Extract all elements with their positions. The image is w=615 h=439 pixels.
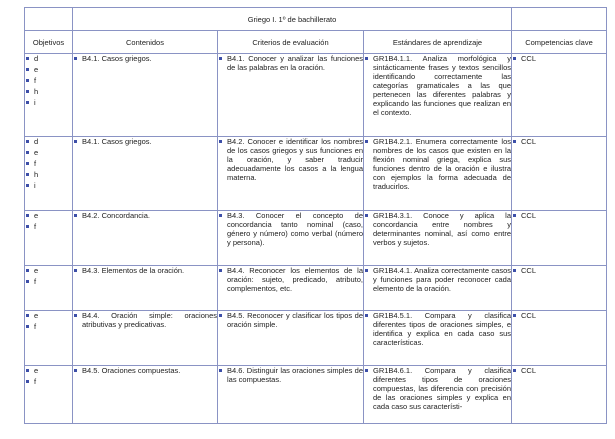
- header-criterios: Criterios de evaluación: [218, 31, 364, 54]
- objetivos-cell: [25, 311, 73, 366]
- bullet-icon: [365, 57, 368, 60]
- bullet-icon: [365, 214, 368, 217]
- bullet-icon: [74, 140, 77, 143]
- bullet-icon: [26, 214, 29, 217]
- contenido-cell: [73, 54, 218, 137]
- criterio-text: B4.6. Distinguir las oraciones simples de las compuestas.: [227, 366, 363, 384]
- criterio-text: B4.3. Conocer el concepto de concordancia tanto nominal (caso, género y número) como verbal (número y persona).: [227, 211, 363, 247]
- contenido-text: B4.2. Concordancia.: [82, 211, 150, 220]
- contenido-text: B4.3. Elementos de la oración.: [82, 266, 185, 275]
- estandar-text: GR1B4.2.1. Enumera correctamente los nombres de los casos que existen en la flexión nominal griega, explica sus funciones dentro de la oración e ilustra con ejemplos la forma adecuada de traducirlos.: [373, 137, 511, 191]
- objetivo-item: e: [34, 366, 39, 375]
- competencia-cell: [512, 54, 607, 137]
- bullet-icon: [26, 380, 29, 383]
- competencia-cell: [512, 266, 607, 311]
- contenido-cell: [73, 211, 218, 266]
- bullet-icon: [365, 269, 368, 272]
- competencia-cell: [512, 311, 607, 366]
- bullet-icon: [74, 57, 77, 60]
- competencia-cell: [512, 366, 607, 424]
- estandar-cell: [364, 366, 512, 424]
- objetivo-item: e: [34, 65, 39, 74]
- bullet-icon: [26, 101, 29, 104]
- estandar-cell: [364, 211, 512, 266]
- bullet-icon: [513, 269, 516, 272]
- bullet-icon: [219, 57, 222, 60]
- table-title: Griego I. 1º de bachillerato: [73, 8, 512, 31]
- objetivos-cell: [25, 54, 73, 137]
- estandar-text: GR1B4.4.1. Analiza correctamente casos y funciones para poder reconocer cada elemento de la oración.: [373, 266, 511, 293]
- objetivo-item: f: [34, 222, 37, 231]
- competencia-cell: [512, 211, 607, 266]
- bullet-icon: [365, 314, 368, 317]
- table-row: [25, 137, 607, 211]
- bullet-icon: [74, 269, 77, 272]
- title-blank-cell: [25, 8, 73, 31]
- objetivo-item: f: [34, 277, 37, 286]
- criterio-cell: [218, 211, 364, 266]
- bullet-icon: [74, 214, 77, 217]
- criterio-cell: [218, 266, 364, 311]
- objetivo-item: h: [34, 170, 39, 179]
- contenido-cell: [73, 266, 218, 311]
- objetivo-item: f: [34, 322, 37, 331]
- objetivo-item: d: [34, 137, 39, 146]
- bullet-icon: [219, 140, 222, 143]
- bullet-icon: [26, 140, 29, 143]
- bullet-icon: [26, 225, 29, 228]
- bullet-icon: [513, 140, 516, 143]
- objetivo-item: e: [34, 266, 39, 275]
- criterio-text: B4.5. Reconocer y clasificar los tipos de oración simple.: [227, 311, 363, 329]
- criterio-text: B4.2. Conocer e identificar los nombres de los casos griegos y sus funciones en la oración, y saber traducir adecuadamente los casos a la lengua materna.: [227, 137, 363, 182]
- header-competencias: Competencias clave: [512, 31, 607, 54]
- contenido-cell: [73, 311, 218, 366]
- bullet-icon: [26, 325, 29, 328]
- bullet-icon: [513, 369, 516, 372]
- objetivo-item: f: [34, 159, 37, 168]
- table-row: [25, 54, 607, 137]
- curriculum-table: [24, 7, 607, 424]
- criterio-cell: [218, 137, 364, 211]
- contenido-cell: [73, 137, 218, 211]
- bullet-icon: [26, 314, 29, 317]
- table-row: [25, 366, 607, 424]
- estandar-cell: [364, 54, 512, 137]
- estandar-cell: [364, 266, 512, 311]
- objetivo-item: h: [34, 87, 39, 96]
- bullet-icon: [219, 314, 222, 317]
- criterio-cell: [218, 54, 364, 137]
- contenido-text: B4.5. Oraciones compuestas.: [82, 366, 181, 375]
- bullet-icon: [219, 369, 222, 372]
- bullet-icon: [26, 184, 29, 187]
- objetivo-item: e: [34, 148, 39, 157]
- bullet-icon: [26, 79, 29, 82]
- competencia-text: CCL: [521, 366, 537, 375]
- bullet-icon: [74, 314, 77, 317]
- objetivos-cell: [25, 211, 73, 266]
- objetivo-item: f: [34, 76, 37, 85]
- objetivo-item: d: [34, 54, 39, 63]
- contenido-text: B4.4. Oración simple: oraciones atributivas y predicativas.: [82, 311, 217, 329]
- bullet-icon: [26, 162, 29, 165]
- contenido-text: B4.1. Casos griegos.: [82, 54, 152, 63]
- estandar-text: GR1B4.1.1. Analiza morfológica y sintácticamente frases y textos sencillos identificando correctamente las categorías gramaticales a las que pertenecen las diferentes palabras y explicando las funciones que realizan en el contexto.: [373, 54, 511, 117]
- objetivo-item: e: [34, 311, 39, 320]
- bullet-icon: [26, 173, 29, 176]
- bullet-icon: [26, 68, 29, 71]
- bullet-icon: [26, 369, 29, 372]
- bullet-icon: [513, 314, 516, 317]
- objetivo-item: i: [34, 98, 36, 107]
- bullet-icon: [513, 57, 516, 60]
- estandar-text: GR1B4.5.1. Compara y clasifica diferentes tipos de oraciones simples, e identifica y explica en cada caso sus características.: [373, 311, 511, 347]
- bullet-icon: [219, 269, 222, 272]
- bullet-icon: [26, 269, 29, 272]
- bullet-icon: [513, 214, 516, 217]
- header-estandares: Estándares de aprendizaje: [364, 31, 512, 54]
- table-row: [25, 311, 607, 366]
- estandar-cell: [364, 137, 512, 211]
- competencia-text: CCL: [521, 54, 537, 63]
- objetivo-item: e: [34, 211, 39, 220]
- estandar-text: GR1B4.6.1. Compara y clasifica diferentes tipos de oraciones compuestas, las diferencia con precisión de las oraciones simples y explica en cada caso sus característi-: [373, 366, 511, 411]
- competencia-text: CCL: [521, 137, 537, 146]
- bullet-icon: [219, 214, 222, 217]
- estandar-text: GR1B4.3.1. Conoce y aplica la concordancia entre nombres y determinantes nominal, así como entre verbos y sujetos.: [373, 211, 511, 247]
- bullet-icon: [26, 151, 29, 154]
- bullet-icon: [26, 90, 29, 93]
- estandar-cell: [364, 311, 512, 366]
- objetivos-cell: [25, 266, 73, 311]
- competencia-text: CCL: [521, 211, 537, 220]
- bullet-icon: [74, 369, 77, 372]
- criterio-text: B4.1. Conocer y analizar las funciones de las palabras en la oración.: [227, 54, 363, 72]
- objetivo-item: f: [34, 377, 37, 386]
- header-contenidos: Contenidos: [73, 31, 218, 54]
- bullet-icon: [26, 280, 29, 283]
- table-row: [25, 211, 607, 266]
- contenido-cell: [73, 366, 218, 424]
- objetivos-cell: [25, 137, 73, 211]
- bullet-icon: [26, 57, 29, 60]
- competencia-text: CCL: [521, 311, 537, 320]
- criterio-cell: [218, 311, 364, 366]
- bullet-icon: [365, 140, 368, 143]
- header-objetivos: Objetivos: [25, 31, 73, 54]
- criterio-text: B4.4. Reconocer los elementos de la oración: sujeto, predicado, atributo, complementos, etc.: [227, 266, 363, 293]
- table-row: [25, 266, 607, 311]
- criterio-cell: [218, 366, 364, 424]
- title-blank-cell: [512, 8, 607, 31]
- objetivo-item: i: [34, 181, 36, 190]
- competencia-cell: [512, 137, 607, 211]
- bullet-icon: [365, 369, 368, 372]
- contenido-text: B4.1. Casos griegos.: [82, 137, 152, 146]
- objetivos-cell: [25, 366, 73, 424]
- competencia-text: CCL: [521, 266, 537, 275]
